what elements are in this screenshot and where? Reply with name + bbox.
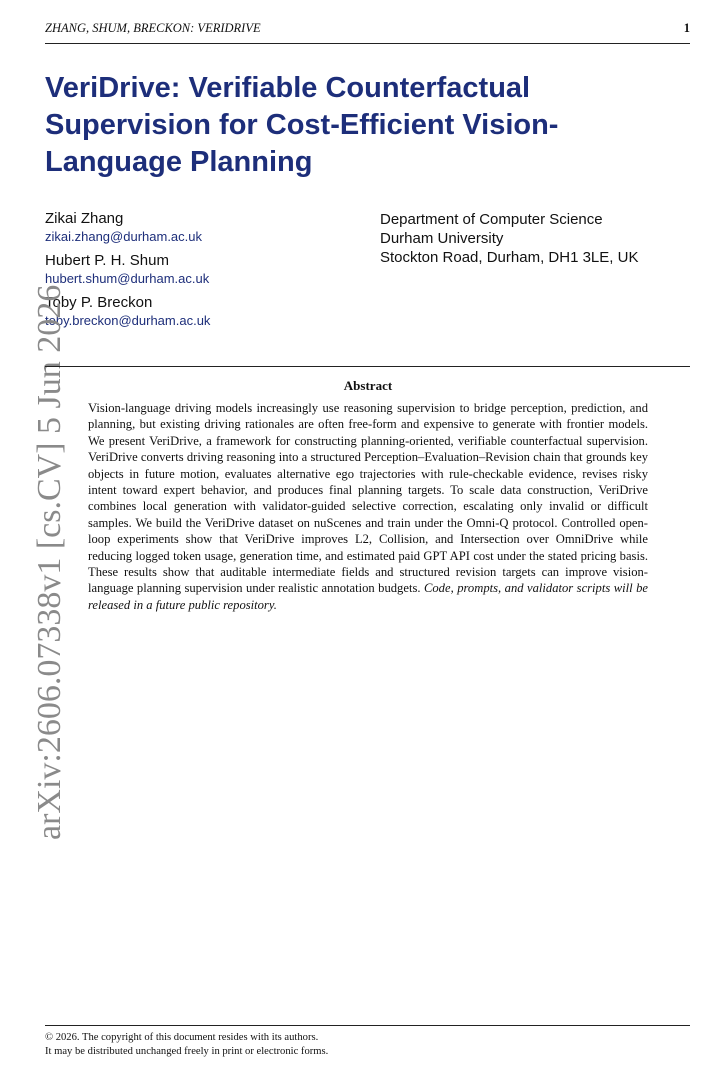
affiliation-university: Durham University	[380, 230, 504, 247]
author-name: Zikai Zhang	[45, 210, 124, 227]
page-number: 1	[683, 21, 690, 35]
author-email-link[interactable]: zikai.zhang@durham.ac.uk	[45, 229, 202, 244]
running-head-authors: ZHANG, SHUM, BRECKON: VERIDRIVE	[45, 21, 261, 35]
copyright-line: © 2026. The copyright of this document resides with its authors.	[45, 1032, 319, 1043]
abstract-divider	[45, 366, 690, 367]
distribution-line: It may be distributed unchanged freely in print or electronic forms.	[45, 1046, 329, 1057]
author-name: Hubert P. H. Shum	[45, 252, 169, 269]
author-entry	[45, 251, 365, 287]
arxiv-identifier-stamp: arXiv:2606.07338v1 [cs.CV] 5 Jun 2026	[31, 284, 68, 840]
author-name: Toby P. Breckon	[45, 294, 153, 311]
affiliation-block	[380, 210, 700, 267]
footer-divider	[45, 1025, 690, 1026]
running-head	[45, 18, 690, 44]
paper-title: VeriDrive: Verifiable Counterfactual Supervision for Cost-Efficient Vision-Language Planning	[45, 72, 559, 178]
abstract-release-note: Code, prompts, and validator scripts will be released in a future public repository.	[88, 581, 648, 612]
author-email-link[interactable]: hubert.shum@durham.ac.uk	[45, 271, 210, 286]
author-entry	[45, 293, 365, 329]
abstract-text: Vision-language driving models increasingly use reasoning supervision to bridge perception, prediction, and planning, but existing driving rationales are often free-form and expensive to generate with frontier models. We present VeriDrive, a framework for constructing planning-oriented, verifiable counterfactual supervision. VeriDrive converts driving reasoning into a structured Perception–Evaluation–Revision chain that grounds key objects in future motion, evaluates alternative ego trajectories with rule-checkable evidence, revises risky intent toward expert behavior, and produces final planning targets. To scale data construction, VeriDrive combines local generation with validator-guided selective correction, escalating only invalid or difficult samples. We build the VeriDrive dataset on nuScenes and train under the Omni-Q protocol. Controlled open-loop experiments show that VeriDrive improves L2, Collision, and Intersection over OmniDrive while reducing logged token usage, generation time, and estimated paid GPT API cost under the stated pricing basis. These results show that auditable intermediate fields and structured revision targets can improve vision-language planning supervision under realistic annotation budgets.	[88, 401, 648, 596]
affiliation-address: Stockton Road, Durham, DH1 3LE, UK	[380, 249, 639, 266]
abstract-body	[88, 400, 648, 613]
author-block	[45, 209, 365, 335]
author-email-link[interactable]: toby.breckon@durham.ac.uk	[45, 313, 211, 328]
abstract-heading: Abstract	[343, 378, 393, 393]
affiliation-department: Department of Computer Science	[380, 211, 603, 228]
copyright-notice	[45, 1031, 690, 1059]
author-entry	[45, 209, 365, 245]
